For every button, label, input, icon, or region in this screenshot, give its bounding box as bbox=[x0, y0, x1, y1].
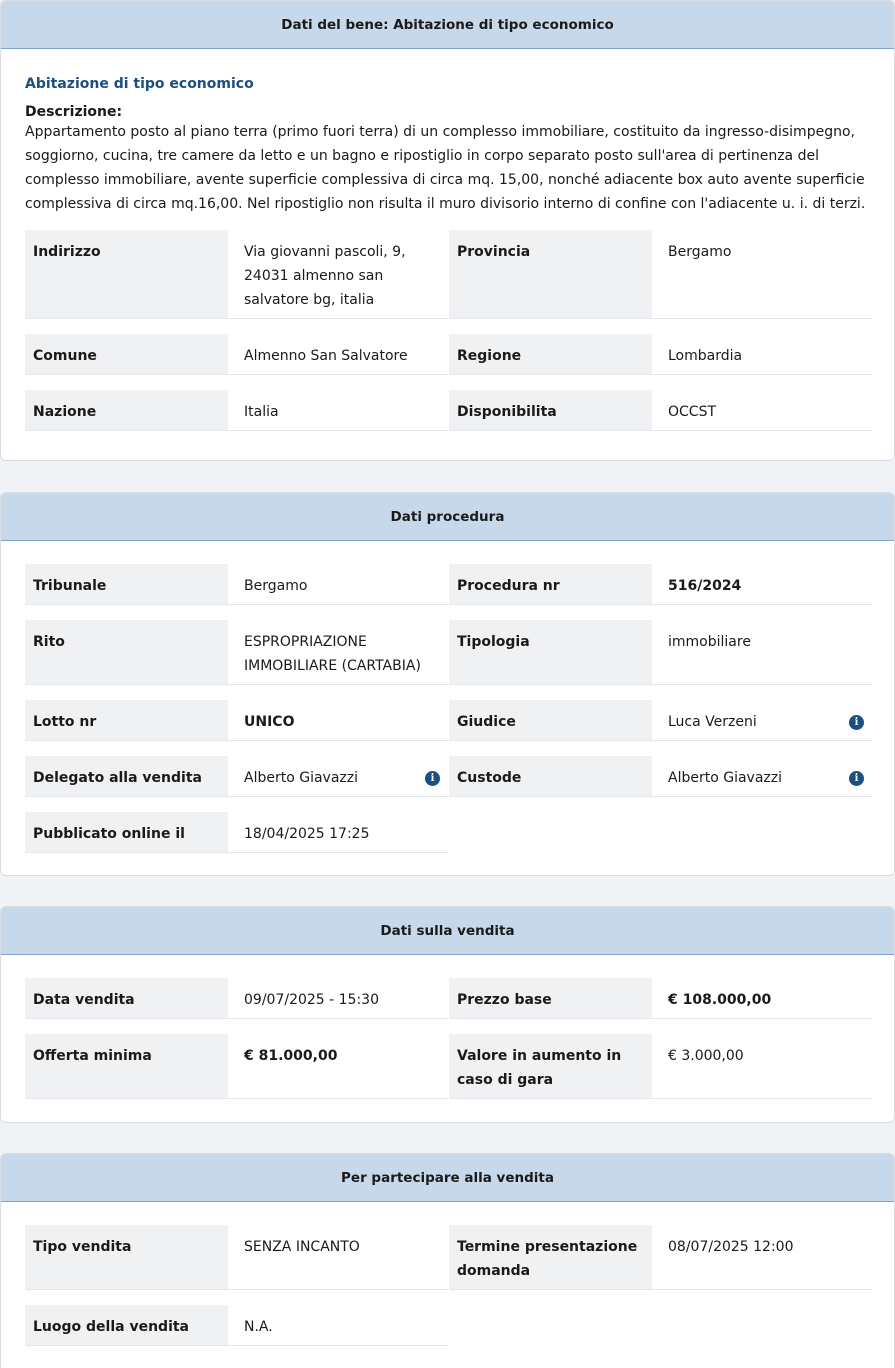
indirizzo-value: Via giovanni pascoli, 9, 24031 almenno san salvatore bg, italia bbox=[244, 244, 406, 308]
row-tipo-vendita bbox=[25, 1225, 448, 1290]
rito-label: Rito bbox=[25, 620, 228, 684]
card-header-dati-vendita: Dati sulla vendita bbox=[1, 907, 894, 955]
row-prezzo-base bbox=[449, 978, 872, 1019]
row-nazione bbox=[25, 390, 448, 431]
rito-value: ESPROPRIAZIONE IMMOBILIARE (CARTABIA) bbox=[244, 634, 421, 674]
prezzo-base-label: Prezzo base bbox=[449, 978, 652, 1018]
comune-value: Almenno San Salvatore bbox=[244, 348, 408, 364]
participation-details-grid bbox=[25, 1225, 872, 1368]
row-offerta-minima bbox=[25, 1034, 448, 1099]
row-delegato bbox=[25, 756, 448, 797]
delegato-name: Alberto Giavazzi bbox=[244, 770, 358, 786]
tribunale-value: Bergamo bbox=[244, 578, 308, 594]
row-tribunale bbox=[25, 564, 448, 605]
disponibilita-label: Disponibilita bbox=[449, 390, 652, 430]
row-procedura-nr bbox=[449, 564, 872, 605]
row-valore-aumento bbox=[449, 1034, 872, 1099]
row-custode bbox=[449, 756, 872, 797]
data-vendita-value: 09/07/2025 - 15:30 bbox=[244, 992, 379, 1008]
giudice-value bbox=[652, 700, 872, 740]
nazione-value: Italia bbox=[244, 404, 279, 420]
giudice-label: Giudice bbox=[449, 700, 652, 740]
sale-details-grid bbox=[25, 978, 872, 1100]
description-text: Appartamento posto al piano terra (primo fuori terra) di un complesso immobiliare, costituito da ingresso-disimpegno, soggiorno, cucina, tre camere da letto e un bagno e ripostiglio in corpo separato posto sull'area di pertinenza del complesso immobiliare, avente superficie complessiva di circa mq. 15,00, nonché adiacente box auto avente superficie complessiva di circa mq.16,00. Nel ripostiglio non risulta il muro divisorio interno di confine con l'adiacente u. i. di terzi. bbox=[25, 124, 866, 212]
lotto-label: Lotto nr bbox=[25, 700, 228, 740]
info-icon[interactable]: i bbox=[849, 771, 864, 786]
data-vendita-label: Data vendita bbox=[25, 978, 228, 1018]
tipo-vendita-label: Tipo vendita bbox=[25, 1225, 228, 1289]
row-lotto bbox=[25, 700, 448, 741]
card-dati-bene bbox=[0, 0, 895, 461]
offerta-minima-label: Offerta minima bbox=[25, 1034, 228, 1098]
custode-label: Custode bbox=[449, 756, 652, 796]
row-luogo bbox=[25, 1305, 448, 1346]
custode-value bbox=[652, 756, 872, 796]
card-header-dati-bene: Dati del bene: Abitazione di tipo economico bbox=[1, 1, 894, 49]
description-label: Descrizione: bbox=[25, 104, 123, 120]
termine-label: Termine presentazione domanda bbox=[449, 1225, 652, 1289]
row-rito bbox=[25, 620, 448, 685]
row-regione bbox=[449, 334, 872, 375]
row-termine bbox=[449, 1225, 872, 1290]
procedure-details-grid bbox=[25, 564, 872, 854]
row-data-vendita bbox=[25, 978, 448, 1019]
info-icon[interactable]: i bbox=[425, 771, 440, 786]
procedura-nr-label: Procedura nr bbox=[449, 564, 652, 604]
card-dati-procedura bbox=[0, 492, 895, 876]
regione-label: Regione bbox=[449, 334, 652, 374]
row-indirizzo bbox=[25, 230, 448, 319]
delegato-label: Delegato alla vendita bbox=[25, 756, 228, 796]
disponibilita-value: OCCST bbox=[668, 404, 717, 420]
lotto-value: UNICO bbox=[244, 714, 295, 730]
info-icon[interactable]: i bbox=[849, 715, 864, 730]
card-header-partecipare: Per partecipare alla vendita bbox=[1, 1154, 894, 1202]
property-subtitle: Abitazione di tipo economico bbox=[25, 76, 254, 92]
card-dati-vendita bbox=[0, 906, 895, 1123]
regione-value: Lombardia bbox=[668, 348, 743, 364]
provincia-value: Bergamo bbox=[668, 244, 732, 260]
row-giudice bbox=[449, 700, 872, 741]
tribunale-label: Tribunale bbox=[25, 564, 228, 604]
giudice-name: Luca Verzeni bbox=[668, 714, 757, 730]
indirizzo-label: Indirizzo bbox=[25, 230, 228, 318]
row-comune bbox=[25, 334, 448, 375]
procedura-nr-value: 516/2024 bbox=[668, 578, 742, 594]
nazione-label: Nazione bbox=[25, 390, 228, 430]
valore-aumento-value: € 3.000,00 bbox=[668, 1048, 744, 1064]
row-pubblicato bbox=[25, 812, 448, 853]
delegato-value bbox=[228, 756, 448, 796]
tipologia-value: immobiliare bbox=[668, 634, 751, 650]
custode-name: Alberto Giavazzi bbox=[668, 770, 782, 786]
luogo-value: N.A. bbox=[244, 1319, 273, 1335]
tipologia-label: Tipologia bbox=[449, 620, 652, 684]
row-disponibilita bbox=[449, 390, 872, 431]
prezzo-base-value: € 108.000,00 bbox=[668, 992, 772, 1008]
pubblicato-value: 18/04/2025 17:25 bbox=[244, 826, 370, 842]
tipo-vendita-value: SENZA INCANTO bbox=[244, 1239, 360, 1255]
card-partecipare bbox=[0, 1153, 895, 1368]
pubblicato-label: Pubblicato online il bbox=[25, 812, 228, 852]
property-details-grid bbox=[25, 230, 872, 431]
comune-label: Comune bbox=[25, 334, 228, 374]
luogo-label: Luogo della vendita bbox=[25, 1305, 228, 1345]
row-tipologia bbox=[449, 620, 872, 685]
offerta-minima-value: € 81.000,00 bbox=[244, 1048, 338, 1064]
card-header-dati-procedura: Dati procedura bbox=[1, 493, 894, 541]
row-provincia bbox=[449, 230, 872, 319]
termine-value: 08/07/2025 12:00 bbox=[668, 1239, 794, 1255]
valore-aumento-label: Valore in aumento in caso di gara bbox=[449, 1034, 652, 1098]
provincia-label: Provincia bbox=[449, 230, 652, 318]
